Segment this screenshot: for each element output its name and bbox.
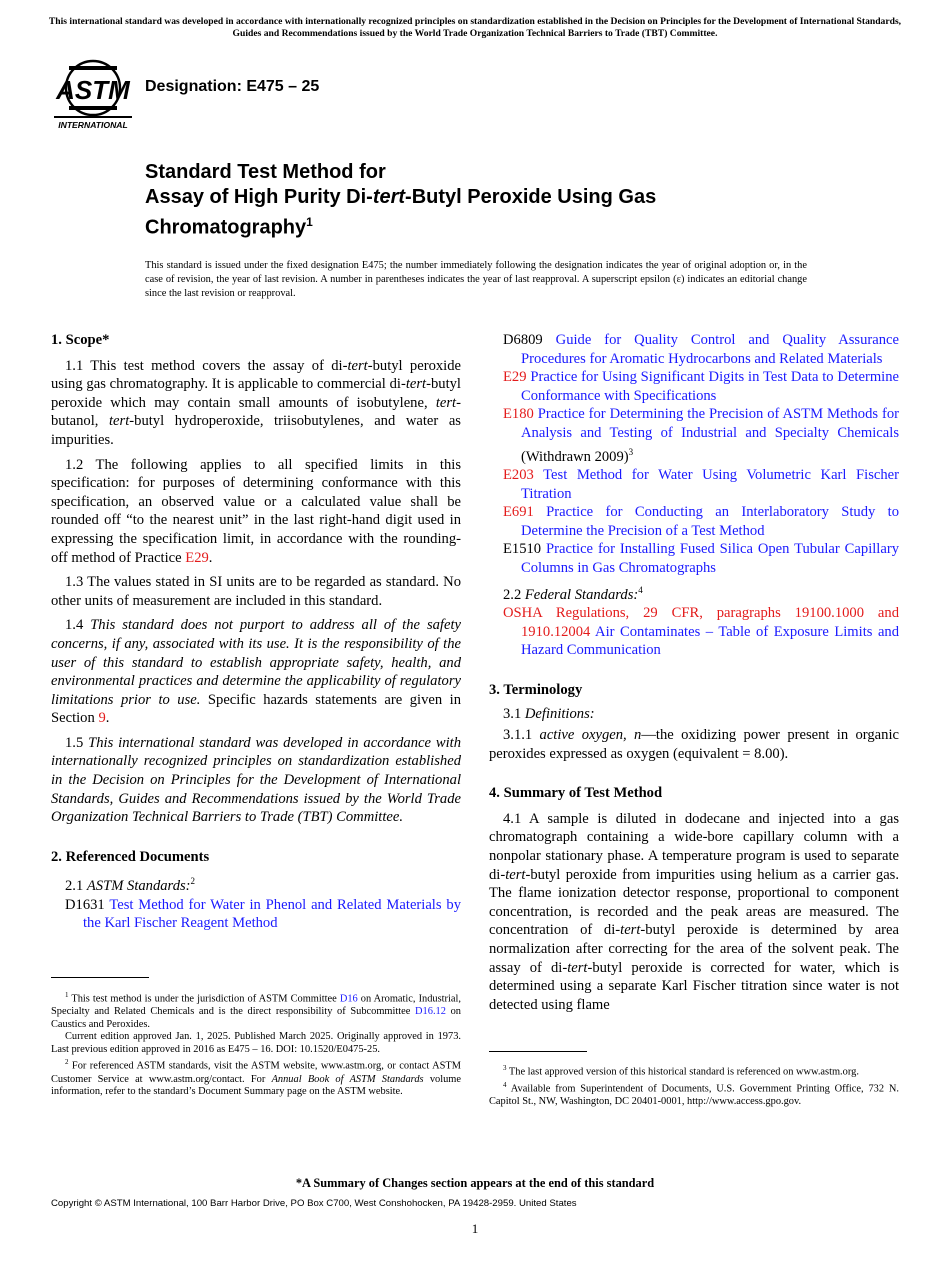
title-line-1: Standard Test Method for	[145, 161, 386, 183]
link-e29-code[interactable]: E29	[503, 369, 527, 386]
ref-e691	[489, 503, 899, 540]
footnote-4: $^4$ Available from Superintendent of Documents, U.S. Government Printing Office, 732 N. Capitol St., NW, Washington, DC 20401-0001, http://www.access.gpo.gov.	[489, 1081, 899, 1108]
link-d16[interactable]: D16	[339, 993, 358, 1005]
issuance-statement: This standard is issued under the fixed designation E475; the number immediately following the designation indicates the year of original adoption or, in the case of revision, the year of last revision. A number in parentheses indicates the year of last reapproval. A superscript epsilon (ε) indicates an editorial change since the last revision or reapproval.	[145, 260, 807, 299]
summary-of-changes-note: *A Summary of Changes section appears at the end of this standard	[295, 1176, 655, 1190]
footnote-rule-right	[489, 1051, 587, 1052]
link-osha-code[interactable]: OSHA Regulations, 29 CFR, paragraphs 19100.1000 and 1910.12004	[503, 605, 899, 640]
link-e180-code[interactable]: E180	[503, 406, 534, 423]
page-number: 1	[471, 1221, 479, 1236]
ref-e203	[489, 466, 899, 503]
para-4-1: 4.1 A sample is diluted in dodecane and injected into a gas chromatograph containing a wide-bore capillary column with a nonpolar stationary phase. A temperature program is used to separate di-tert-butyl peroxide from impurities using helium as a carrier gas. The flame ionization detector response, proportional to component concentration, is recorded and the peak areas are measured. The concentration of di-tert-butyl peroxide is determined by area normalization after correcting for the area of the solvent peak. The assay of di-tert-butyl peroxide is corrected for water, which is determined using a separate Karl Fischer titration since water is not detected using flame	[489, 810, 899, 1013]
link-e691-code[interactable]: E691	[503, 504, 534, 521]
para-1-3: 1.3 The values stated in SI units are to be regarded as standard. No other units of measurement are included in this standard.	[51, 574, 461, 609]
logo-international: INTERNATIONAL	[58, 120, 128, 130]
astm-standards-label: 2.1 ASTM Standards:$^2$	[65, 876, 196, 895]
right-column	[489, 331, 899, 1014]
para-1-4: 1.4 This standard does not purport to address all of the safety concerns, if any, associated with its use. It is the responsibility of the user of this standard to establish appropriate safety, health, and environmental practices and determine the applicability of regulatory limitations prior to use. Specific hazards statements are given in Section 9.	[51, 617, 461, 727]
footnote-1: $^1$ This test method is under the jurisdiction of ASTM Committee D16 on Aromatic, Industrial, Specialty and Related Chemicals and is the direct responsibility of Subcommittee D16.12 on Caustics and Peroxides.	[51, 991, 461, 1030]
federal-standards-label: 2.2 Federal Standards:$^4$	[503, 584, 643, 603]
definitions-label: 3.1 Definitions:	[503, 706, 595, 723]
section-scope-heading: 1. Scope*	[51, 332, 110, 348]
ref-d1631: D1631 Test Method for Water in Phenol and Related Materials by the Karl Fischer Reagent Method	[65, 896, 461, 932]
link-d1631[interactable]: Test Method for Water in Phenol and Related Materials by the Karl Fischer Reagent Method	[83, 896, 461, 932]
designation: Designation: E475 – 25	[145, 78, 320, 95]
logo-letters: ASTM	[56, 75, 130, 105]
section-summary-heading: 4. Summary of Test Method	[489, 785, 663, 802]
ref-d6809: D6809 Guide for Quality Control and Quality Assurance Procedures for Aromatic Hydrocarbons and Related Materials	[503, 332, 899, 367]
link-section-9[interactable]: 9	[98, 710, 106, 727]
document-title	[145, 160, 865, 241]
astm-logo-icon	[52, 56, 134, 132]
link-e29-title[interactable]: Practice for Using Significant Digits in Test Data to Determine Conformance with Specifications	[521, 369, 899, 404]
para-1-2: 1.2 The following applies to all specified limits in this specification: for purposes of determining conformance with this specification, an observed value or a calculated value shall be rounded off “to the nearest unit” in the last right-hand digit used in expressing the specification limit, in accordance with the rounding-off method of Practice E29.	[51, 456, 461, 566]
copyright-line: Copyright © ASTM International, 100 Barr Harbor Drive, PO Box C700, West Conshohocken, PA 19428-2959. United States	[51, 1198, 577, 1209]
footnotes-left	[51, 989, 461, 1099]
footnote-ref-4[interactable]: 4	[638, 584, 643, 595]
footnote-current-edition: Current edition approved Jan. 1, 2025. Published March 2025. Originally approved in 1973. Last previous edition approved in 2016 as E475 – 16. DOI: 10.1520/E0475-25.	[51, 1031, 461, 1055]
para-1-5: 1.5 This international standard was developed in accordance with internationally recognized principles on standardization established in the Decision on Principles for the Development of International Standards, Guides and Recommendations issued by the World Trade Organization Technical Barriers to Trade (TBT) Committee.	[51, 734, 462, 826]
link-e1510[interactable]: Practice for Installing Fused Silica Open Tubular Capillary Columns in Gas Chromatographs	[521, 541, 899, 576]
link-d6809[interactable]: Guide for Quality Control and Quality Assurance Procedures for Aromatic Hydrocarbons and Related Materials	[521, 332, 899, 367]
link-e180-title[interactable]: Practice for Determining the Precision of ASTM Methods for Analysis and Testing of Industrial and Specialty Chemicals	[521, 406, 899, 441]
link-e203-title[interactable]: Test Method for Water Using Volumetric Karl Fischer Titration	[521, 467, 899, 502]
ref-e29	[489, 368, 899, 405]
link-e203-code[interactable]: E203	[503, 467, 534, 484]
title-line-3: Chromatography$^1$	[145, 215, 313, 239]
ref-e1510: E1510 Practice for Installing Fused Silica Open Tubular Capillary Columns in Gas Chromatographs	[503, 541, 899, 576]
footnote-2: $^2$ For referenced ASTM standards, visit the ASTM website, www.astm.org, or contact ASTM Customer Service at www.astm.org/contact. For Annual Book of ASTM Standards volume information, refer to the standard’s Document Summary page on the ASTM website.	[51, 1058, 461, 1098]
astm-logo	[52, 56, 134, 132]
section-terminology-heading: 3. Terminology	[489, 681, 583, 698]
title-line-2: Assay of High Purity Di-tert-Butyl Peroxide Using Gas	[145, 186, 657, 208]
footnote-ref-2[interactable]: 2	[190, 876, 196, 887]
title-footnote-ref[interactable]: 1	[306, 215, 313, 229]
para-1-1: 1.1 This test method covers the assay of di-tert-butyl peroxide using gas chromatography. It is applicable to commercial di-tert-butyl peroxide which may contain small amounts of isobutylene, tert-butanol, tert-butyl hydroperoxide, triisobutylenes, and water as impurities.	[51, 357, 461, 448]
link-osha-title[interactable]: Air Contaminates – Table of Exposure Limits and Hazard Communication	[521, 623, 900, 659]
ref-e180: E180 Practice for Determining the Precision of ASTM Methods for Analysis and Testing of Industrial and Specialty Chemicals (Withdrawn 2009)$^3$	[503, 406, 899, 465]
top-notice: This international standard was developed in accordance with internationally recognized principles on standardization established in the Decision on Principles for the Development of International Standards, Guides and Recommendations issued by the World Trade Organization Technical Barriers to Trade (TBT) Committee.	[48, 16, 902, 39]
link-d16-12[interactable]: D16.12	[415, 1006, 446, 1018]
footnote-ref-3[interactable]: 3	[628, 446, 634, 457]
footnote-rule-left	[51, 977, 149, 978]
footnotes-right	[489, 1062, 899, 1109]
ref-osha	[489, 604, 899, 660]
footnote-3: $^3$ The last approved version of this historical standard is referenced on www.astm.org.	[503, 1064, 859, 1078]
link-e691-title[interactable]: Practice for Conducting an Interlaboratory Study to Determine the Precision of a Test Method	[521, 504, 899, 539]
section-referenced-heading: 2. Referenced Documents	[51, 848, 210, 865]
link-e29[interactable]: E29	[185, 549, 209, 566]
para-3-1-1: 3.1.1 active oxygen, n—the oxidizing power present in organic peroxides expressed as oxygen (equivalent = 8.00).	[489, 727, 899, 762]
left-column	[51, 331, 461, 933]
